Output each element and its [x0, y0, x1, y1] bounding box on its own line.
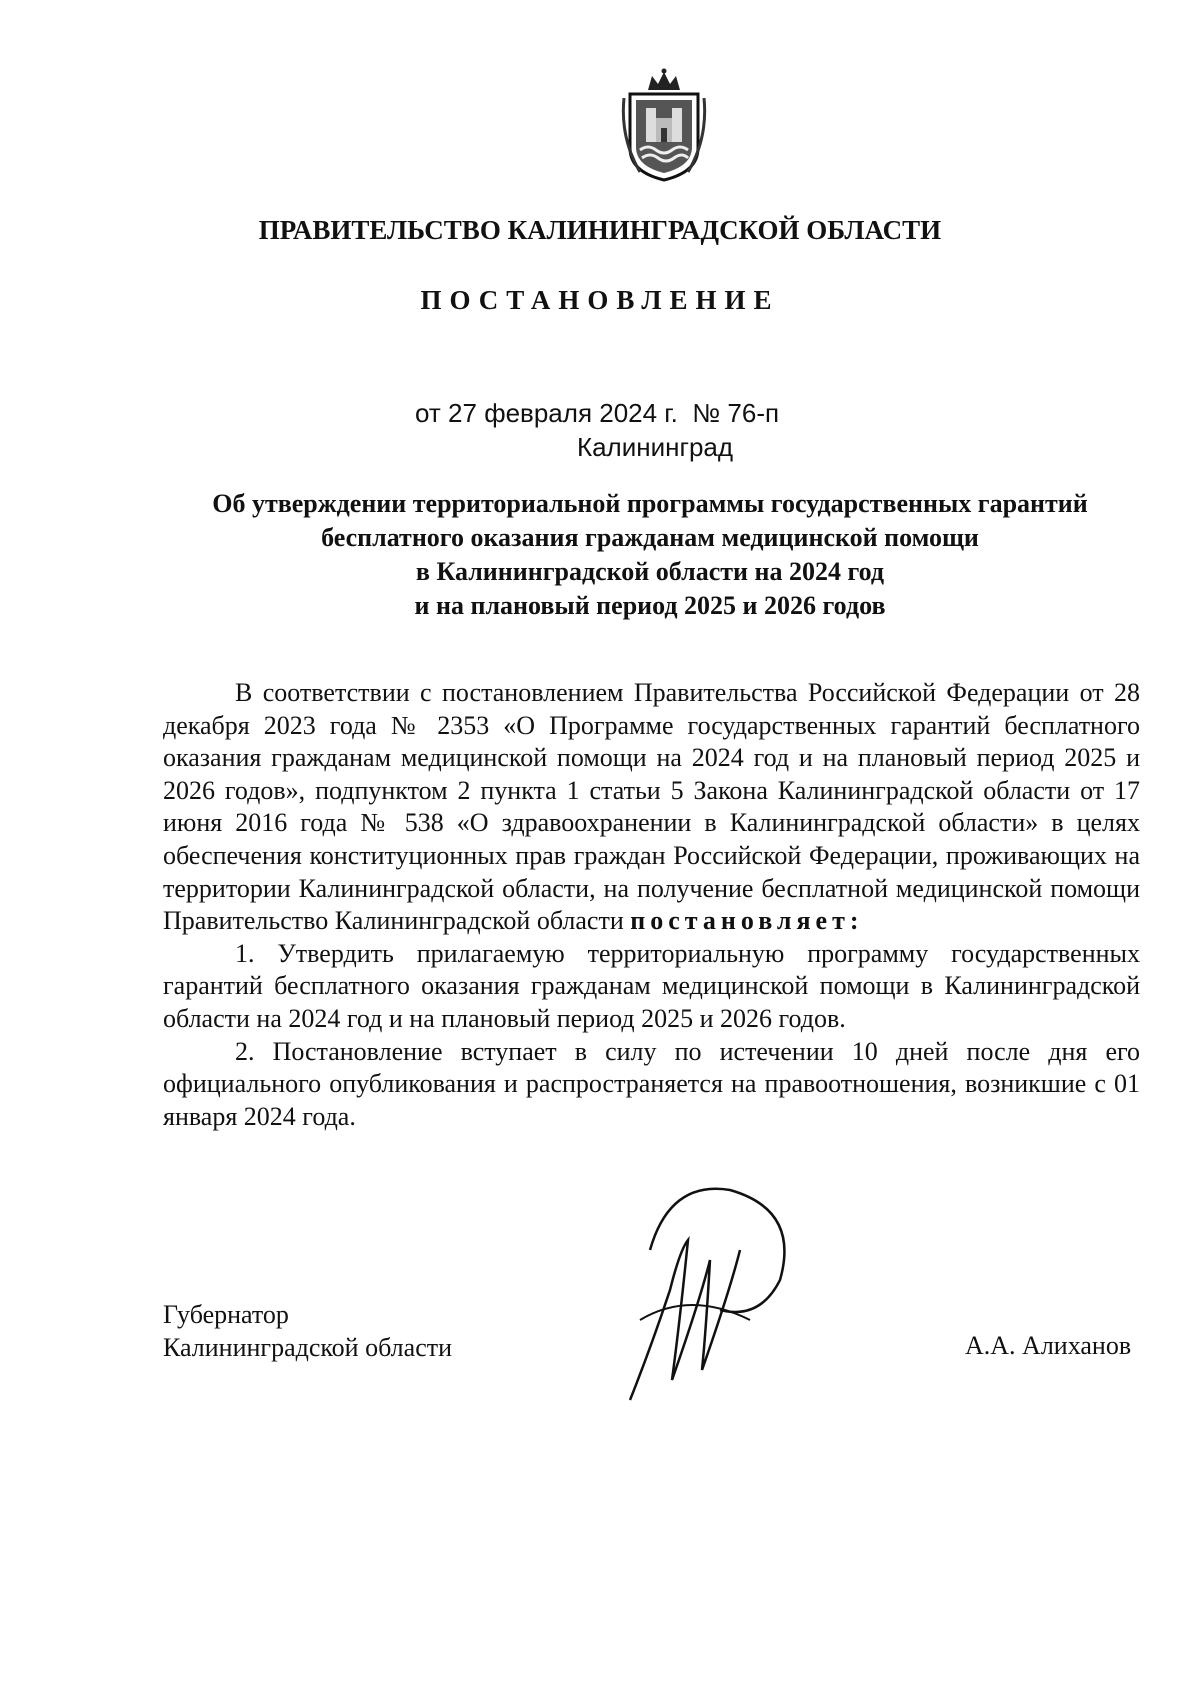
- document-number: № 76-п: [692, 398, 780, 428]
- document-title: [160, 487, 1140, 623]
- document-body: [163, 677, 1140, 1133]
- signer-position-line: Губернатор: [163, 1300, 289, 1329]
- title-line: бесплатного оказания гражданам медицинской помощи: [321, 523, 979, 552]
- document-date-number: [415, 398, 779, 429]
- date-prefix: от: [415, 398, 441, 428]
- title-line: и на плановый период 2025 и 2026 годов: [414, 591, 886, 620]
- signer-name: А.А. Алиханов: [965, 1331, 1132, 1360]
- government-name: ПРАВИТЕЛЬСТВО КАЛИНИНГРАДСКОЙ ОБЛАСТИ: [258, 215, 942, 245]
- coat-of-arms-icon: [618, 68, 710, 184]
- item-2: 2. Постановление вступает в силу по истечении 10 дней после дня его официального опубликования и распространяется на правоотношения, возникшие с 01 января 2024 года.: [163, 1036, 1140, 1131]
- preamble-text: В соответствии с постановлением Правительства Российской Федерации от 28 декабря 2023 года № 2353 «О Программе государственных гарантий бесплатного оказания гражданам медицинской помощи на 2024 год и на плановый период 2025 и 2026 годов», подпунктом 2 пункта 1 статьи 5 Закона Калининградской области от 17 июня 2016 года № 538 «О здравоохранении в Калининградской области» в целях обеспечения конституционных прав граждан Российской Федерации, проживающих на территории Калининградской области, на получение бесплатной медицинской помощи Правительство Калининградской области: [163, 678, 1140, 936]
- date-month-year: февраля 2024 г.: [484, 398, 678, 428]
- document-city: Калининград: [576, 432, 734, 462]
- document-type: ПОСТАНОВЛЕНИЕ: [420, 285, 780, 315]
- item-1: 1. Утвердить прилагаемую территориальную программу государственных гарантий бесплатного оказания гражданам медицинской помощи в Калининградской области на 2024 год и на плановый период 2025 и 2026 годов.: [163, 938, 1140, 1033]
- preamble-paragraph: [163, 677, 1140, 938]
- signer-position-line: Калининградской области: [163, 1333, 453, 1362]
- resolves-word: постановляет:: [630, 906, 864, 936]
- signer-position: [163, 1298, 452, 1364]
- date-day: 27: [448, 398, 477, 428]
- title-line: Об утверждении территориальной программы государственных гарантий: [212, 489, 1088, 518]
- handwritten-signature: [610, 1170, 810, 1410]
- title-line: в Калининградской области на 2024 год: [415, 557, 885, 586]
